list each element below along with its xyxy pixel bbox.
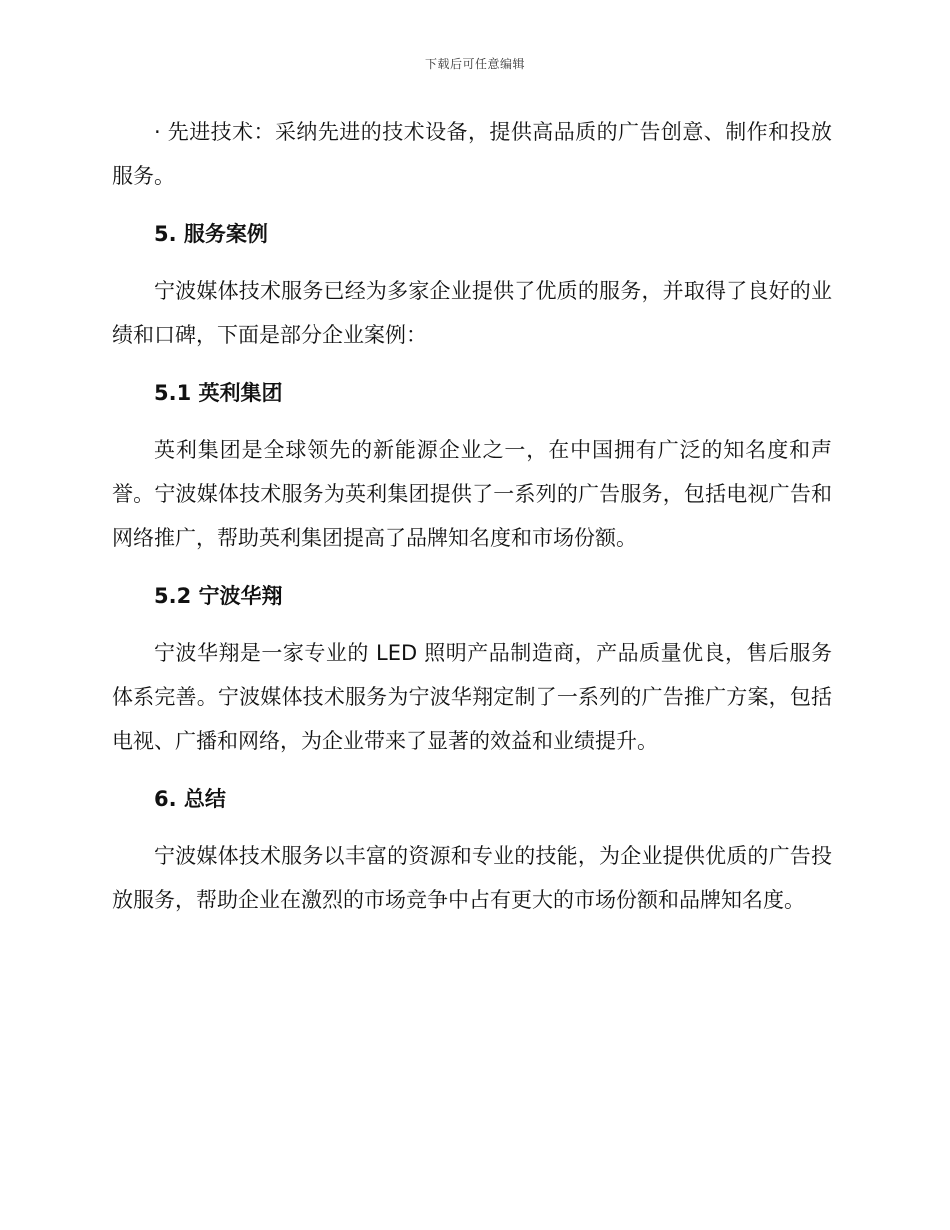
section-heading-service-cases: 5. 服务案例	[154, 222, 268, 246]
paragraph-huaxiang: 宁波华翔是一家专业的 LED 照明产品制造商，产品质量优良，售后服务体系完善。宁波媒体技术服务为宁波华翔定制了一系列的广告推广方案，包括电视、广播和网络，为企业带来了显著的效益和业绩提升。	[112, 641, 832, 753]
subsection-heading-huaxiang: 5.2 宁波华翔	[154, 584, 283, 608]
subsection-heading-yingli: 5.1 英利集团	[154, 381, 283, 405]
document-body	[112, 110, 832, 936]
paragraph-cases-intro: 宁波媒体技术服务已经为多家企业提供了优质的服务，并取得了良好的业绩和口碑，下面是部分企业案例：	[112, 279, 832, 347]
paragraph-advanced-tech: · 先进技术：采纳先进的技术设备，提供高品质的广告创意、制作和投放服务。	[112, 120, 832, 188]
header-note: 下载后可任意编辑	[424, 57, 525, 71]
section-heading-summary: 6. 总结	[154, 787, 226, 811]
paragraph-summary: 宁波媒体技术服务以丰富的资源和专业的技能，为企业提供优质的广告投放服务，帮助企业在激烈的市场竞争中占有更大的市场份额和品牌知名度。	[112, 844, 832, 912]
paragraph-yingli: 英利集团是全球领先的新能源企业之一，在中国拥有广泛的知名度和声誉。宁波媒体技术服务为英利集团提供了一系列的广告服务，包括电视广告和网络推广，帮助英利集团提高了品牌知名度和市场份额。	[112, 438, 832, 550]
